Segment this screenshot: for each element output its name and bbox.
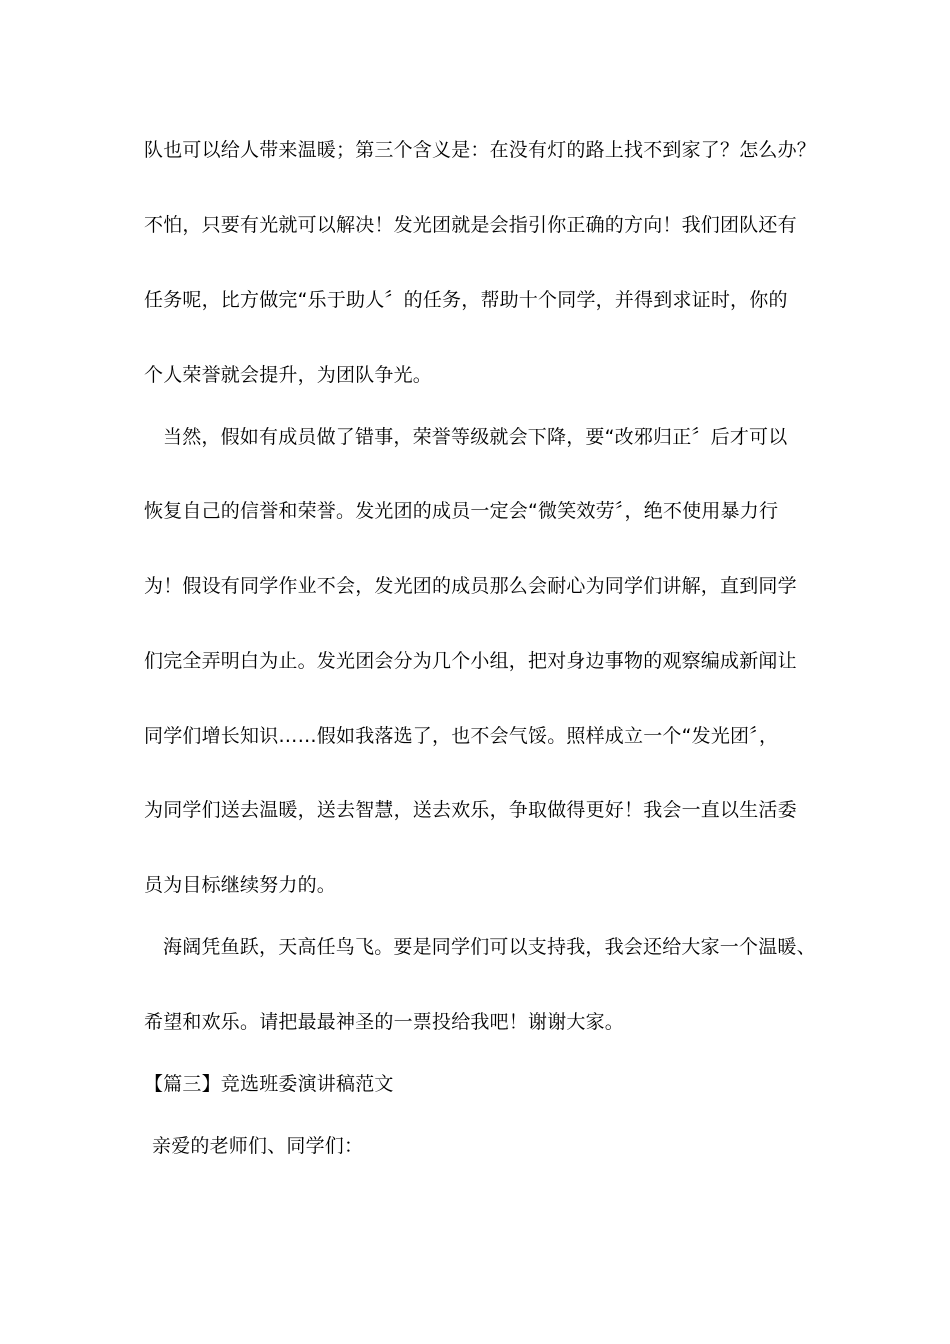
paragraph-line: 同学们增长知识……假如我落选了，也不会气馁。照样成立一个“发光团〞， <box>144 725 779 747</box>
paragraph-line: 员为目标继续努力的。 <box>144 874 337 896</box>
paragraph-line: 们完全弄明白为止。发光团会分为几个小组，把对身边事物的观察编成新闻让 <box>144 650 797 672</box>
paragraph-line: 为！假设有同学作业不会，发光团的成员那么会耐心为同学们讲解，直到同学 <box>144 575 797 597</box>
paragraph-line: 不怕，只要有光就可以解决！发光团就是会指引你正确的方向！我们团队还有 <box>144 214 797 236</box>
salutation: 亲爱的老师们、同学们： <box>152 1135 364 1157</box>
paragraph-line: 海阔凭鱼跃，天高任鸟飞。要是同学们可以支持我，我会还给大家一个温暖、 <box>163 936 816 958</box>
paragraph-line: 希望和欢乐。请把最最神圣的一票投给我吧！谢谢大家。 <box>144 1011 625 1033</box>
paragraph-line: 当然，假如有成员做了错事，荣誉等级就会下降，要“改邪归正〞后才可以 <box>163 426 788 448</box>
paragraph-line: 任务呢，比方做完“乐于助人〞的任务，帮助十个同学，并得到求证时，你的 <box>144 289 788 311</box>
paragraph-line: 个人荣誉就会提升，为团队争光。 <box>144 364 433 386</box>
paragraph-line: 队也可以给人带来温暖；第三个含义是：在没有灯的路上找不到家了？怎么办？ <box>144 139 817 161</box>
section-heading: 【篇三】竞选班委演讲稿范文 <box>144 1073 394 1095</box>
paragraph-line: 为同学们送去温暖，送去智慧，送去欢乐，争取做得更好！我会一直以生活委 <box>144 799 797 821</box>
paragraph-line: 恢复自己的信誉和荣誉。发光团的成员一定会“微笑效劳〞，绝不使用暴力行 <box>144 500 779 522</box>
